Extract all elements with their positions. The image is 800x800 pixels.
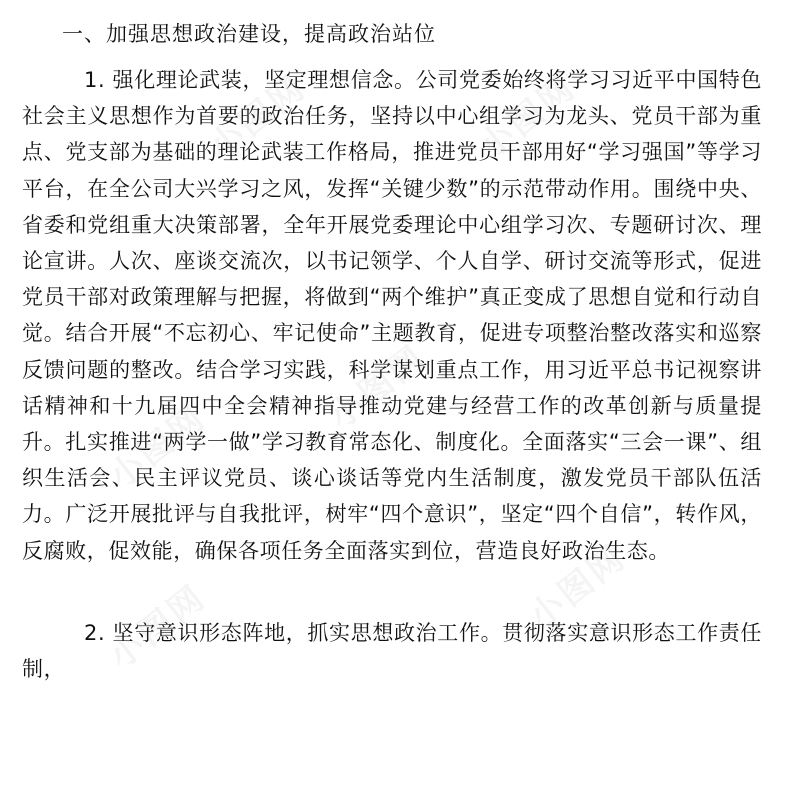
watermark: 小图网 [521,537,634,638]
paragraph-1: 1. 强化理论武装，坚定理想信念。公司党委始终将学习习近平中国特色社会主义思想作为首要的政治任务，坚持以中心组学习为龙头、党员干部为重点、党支部为基础的理论武装工作格局，推进党员干部用好“学习强国”等学习平台，在全公司大兴学习之风，发挥“关键少数”的示范带动作用。围绕中央、省委和党组重大决策部署，全年开展党委理论中心组学习次、专题研讨次、理论宣讲。人次、座谈交流次，以书记领学、个人自学、研讨交流等形式，促进党员干部对政策理解与把握，将做到“两个维护”真正变成了思想自觉和行动自觉。结合开展“不忘初心、牢记使命”主题教育，促进专项整治整改落实和巡察反馈问题的整改。结合学习实践，科学谋划重点工作，用习近平总书记视察讲话精神和十九届四中全会精神指导推动党建与经营工作的改革创新与质量提升。扎实推进“两学一做”学习教育常态化、制度化。全面落实“三会一课”、组织生活会、民主评议党员、谈心谈话等党内生活制度，激发党员干部队伍活力。广泛开展批评与自我批评，树牢“四个意识”，坚定“四个自信”，转作风，反腐败，促效能，确保各项任务全面落实到位，营造良好政治生态。 [22,68,762,563]
watermark: 小图网 [321,337,434,438]
paragraph-2: 2. 坚守意识形态阵地，抓实思想政治工作。贯彻落实意识形态工作责任制， [22,621,762,682]
watermark: 小图网 [101,577,214,678]
watermark: 小图网 [471,67,584,168]
watermark: 小图网 [201,67,314,168]
watermark: 小图网 [101,397,214,498]
section-heading: 一、加强思想政治建设，提高政治站位 [62,22,436,46]
